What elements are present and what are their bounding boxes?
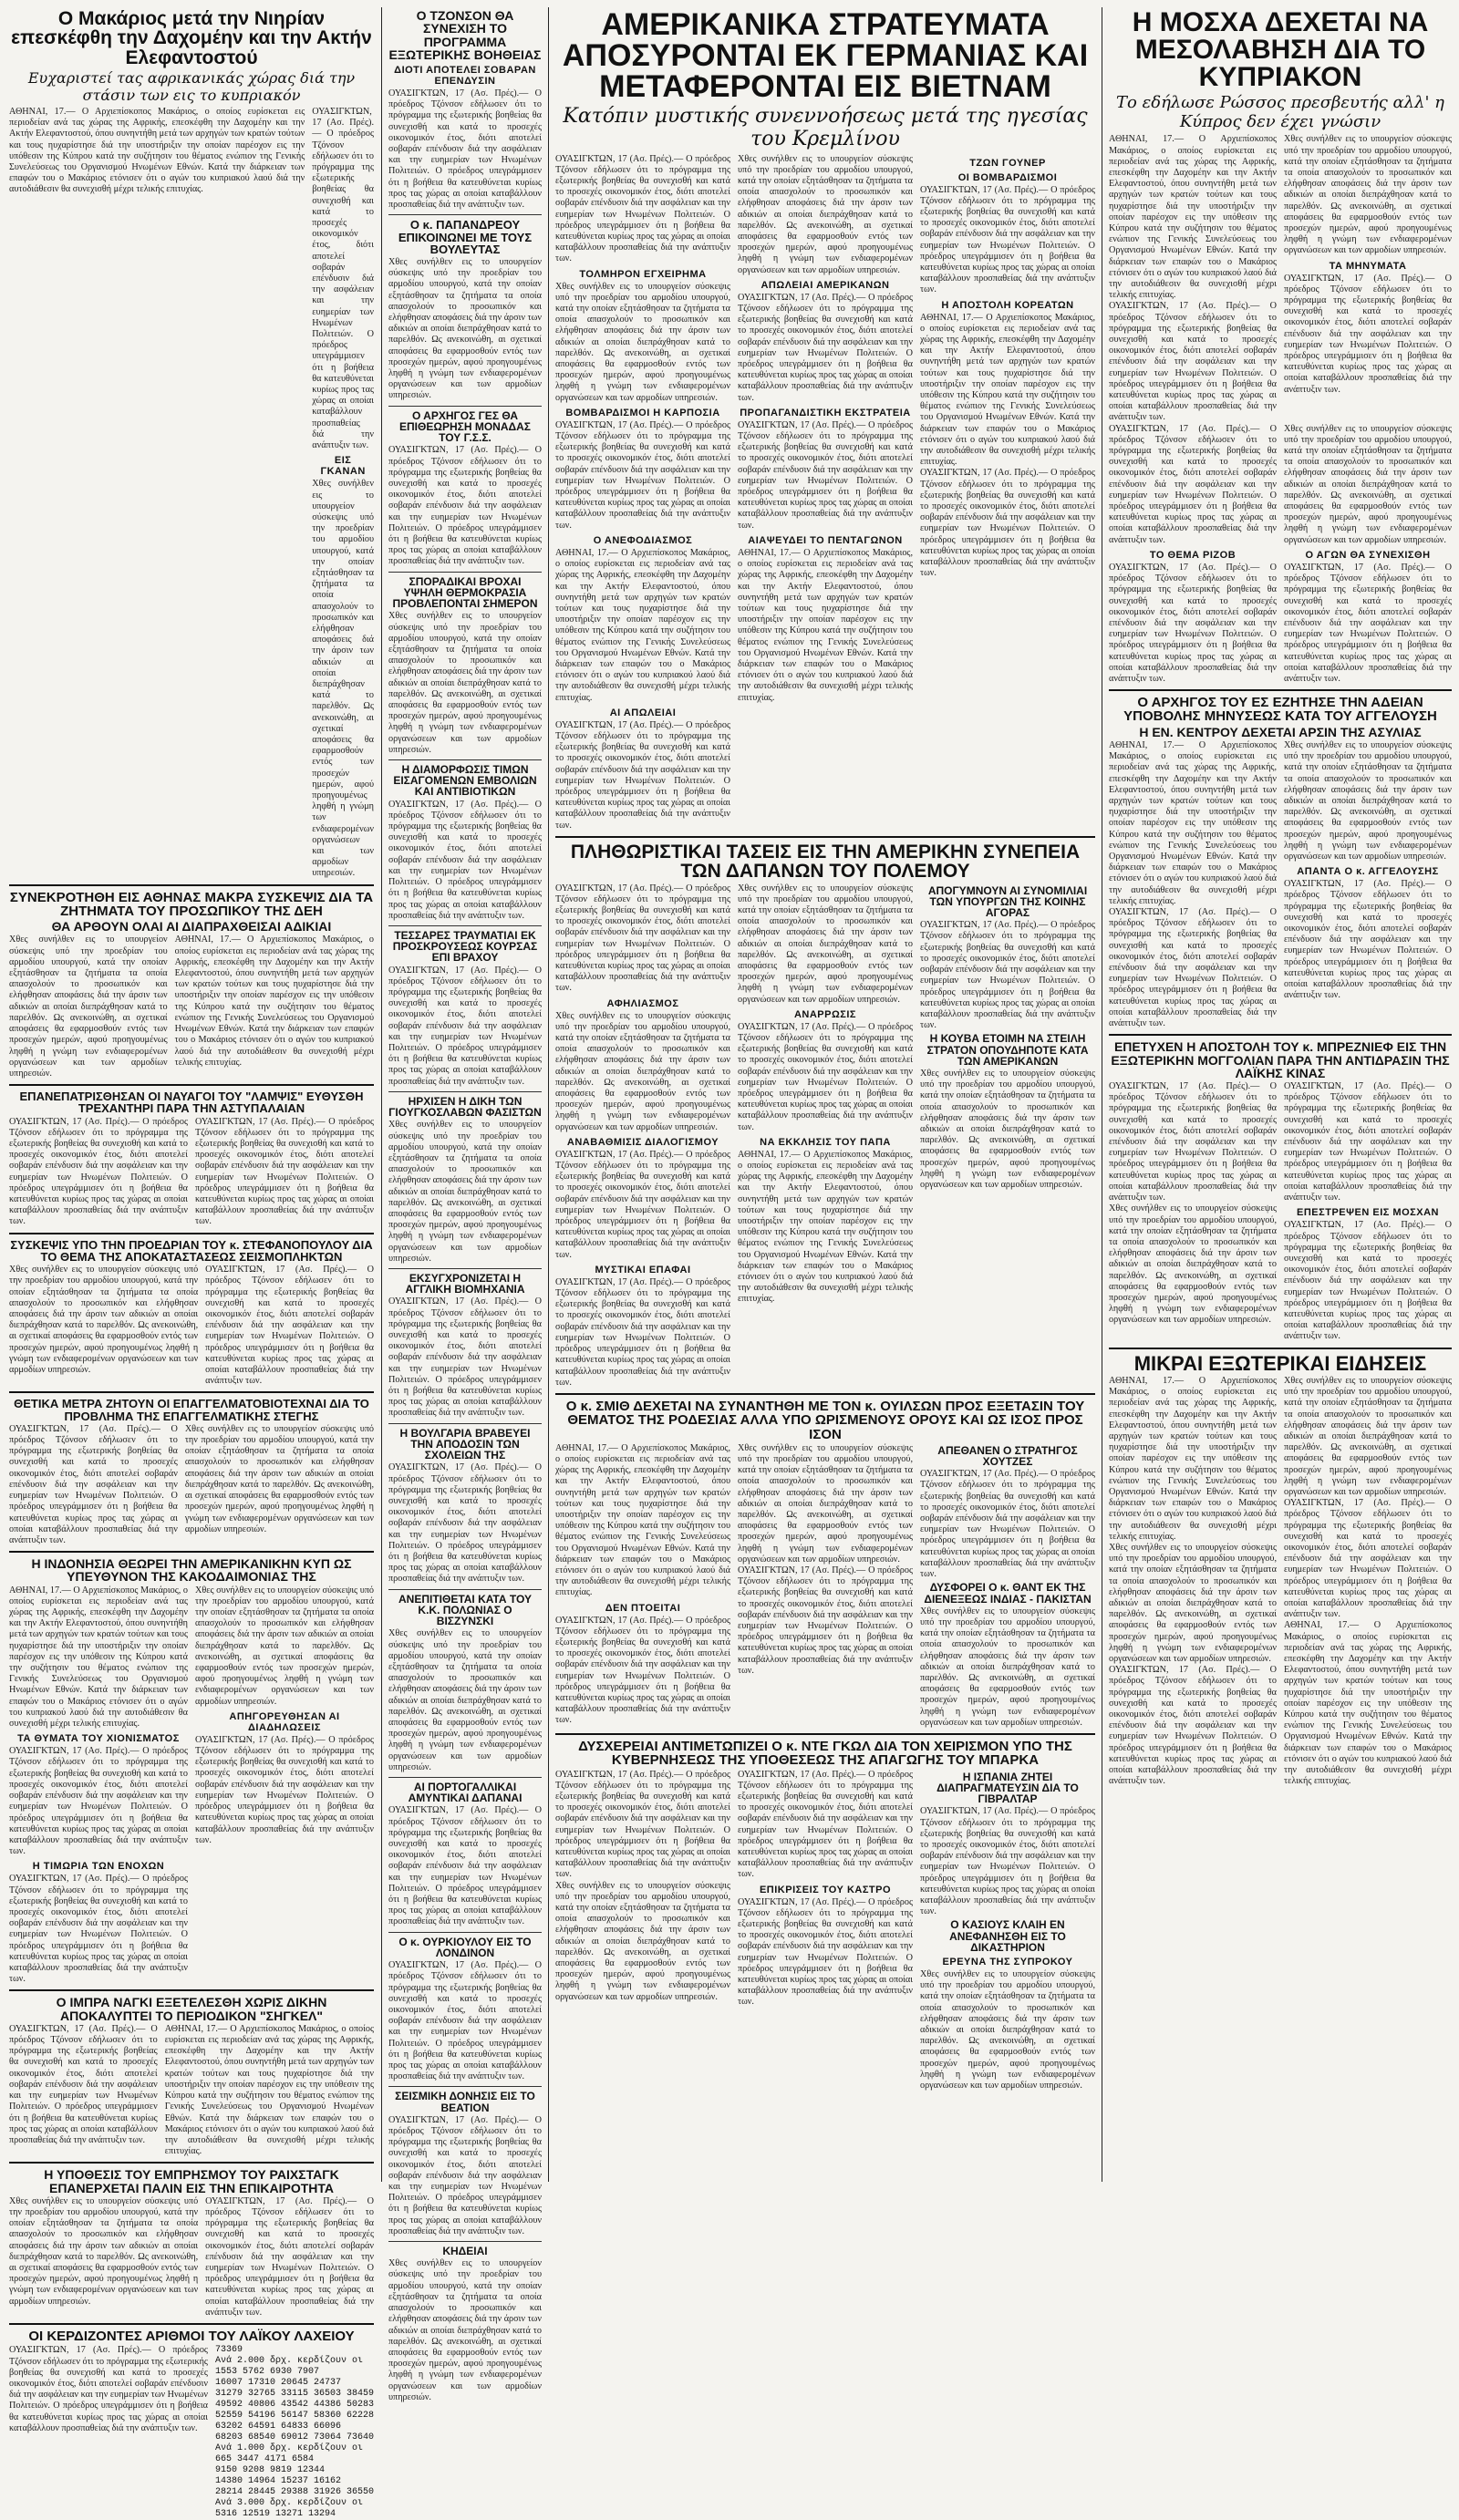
- headline-kourssa: ΤΕΣΣΑΡΕΣ ΤΡΑΥΜΑΤΙΑΙ ΕΚ ΠΡΟΣΚΡΟΥΣΕΩΣ ΚΟΥΡΣΑΣ ΕΠΙ ΒΡΑΧΟΥ: [392, 928, 538, 965]
- subheadline-asylia: Η ΕΝ. ΚΕΝΤΡΟΥ ΔΕΧΕΤΑΙ ΑΡΣΙΝ ΤΗΣ ΑΣΥΛΙΑΣ: [1139, 724, 1422, 739]
- headline-makarios: Ο Μακάριος μετά την Νιηρίαν επεσκέφθη την Δαχομέην και την Ακτήν Ελεφαντοστού: [11, 8, 372, 68]
- lottery-line: 49592 40806 43542 44386 50283: [214, 2400, 374, 2411]
- lottery-line: 5316 12519 13271 13294: [214, 2509, 336, 2520]
- headline-brezhnev: ΕΠΕΤΥΧΕΝ Η ΑΠΟΣΤΟΛΗ ΤΟΥ κ. ΜΠΡΕΖΝΙΕΦ ΕΙΣ ΤΗΝ ΕΞΩΤΕΡΙΚΗΝ ΜΟΓΓΟΛΙΑΝ ΠΑΡΑ ΤΗΝ ΑΝΤΙΔΡΑΣΙΝ ΤΗΣ ΛΑΪΚΗΣ ΚΙΝΑΣ: [1111, 1039, 1450, 1080]
- headline-wyszynski: ΑΝΕΠΙΤΙΘΕΤΑΙ ΚΑΤΑ ΤΟΥ Κ.Κ. ΠΟΛΩΝΙΑΣ Ο ΒΙΣΖΥΝΣΚΙ: [398, 1592, 532, 1628]
- column-4: Η ΜΟΣΧΑ ΔΕΧΕΤΑΙ ΝΑ ΜΕΣΟΛΑΒΗΣΗ ΔΙΑ ΤΟ ΚΥΠΡΙΑΚΟΝ Το εδήλωσε Ρώσσος πρεσβευτής αλλ' η Κύπρος δεν έχει γνώσιν ΑΘΗΝΑΙ, 17.— Ο Αρχιεπίσκοπος Μακάριος, ο οποίος ευρίσκεται εις περιοδείαν ανά τας χώρας της Αφρικής, επεσκέφθη την Δαχομέην και την Ακτήν Ελεφαντοστού, όπου συνηντήθη μετά των αρχηγών των κρατών τούτων και τους ηυχαρίστησε διά την υποστήριξιν την οποίαν παρέσχον εις την υπόθεσιν της Κύπρου κατά την συζήτησιν του θέματος ενώπιον της Γενικής Συνελεύσεως του Οργανισμού Ηνωμένων Εθνών. Κατά την διάρκειαν των επαφών του ο Μακάριος ετόνισεν ότι ο αγών του κυπριακού λαού διά την αυτοδιάθεσιν θα συνεχισθή μέχρι τελικής επιτυχίας. ΟΥΑΣΙΓΚΤΩΝ, 17 (Ασ. Πρές).— Ο πρόεδρος Τζόνσον εδήλωσεν ότι το πρόγραμμα της εξωτερικής βοηθείας θα συνεχισθή και κατά το προσεχές οικονομικόν έτος, διότι αποτελεί σοβαράν επένδυσιν διά την ασφάλειαν και την ευημερίαν των Ηνωμένων Πολιτειών. Ο πρόεδρος υπεγράμμισεν ότι η βοήθεια θα κατευθύνεται κυρίως προς τας χώρας αι οποίαι καταβάλλουν προσπαθείας διά την ανάπτυξιν των. Χθες συνήλθεν εις το υπουργείον σύσκεψις υπό την προεδρίαν του αρμοδίου υπουργού, κατά την οποίαν εξητάσθησαν τα ζητήματα τα οποία απασχολούν το προσωπικόν και ελήφθησαν αποφάσεις διά την άρσιν των αδικιών αι οποίαι διεπράχθησαν κατά το παρελθόν. Ως ανεκοινώθη, αι σχετικαί αποφάσεις θα εφαρμοσθούν εντός των προσεχών ημερών, αφού προηγουμένως ληφθή η γνώμη των ενδιαφερομένων οργανώσεων και των αρμοδίων υπηρεσιών. ΤΑ ΜΗΝΥΜΑΤΑ ΟΥΑΣΙΓΚΤΩΝ, 17 (Ασ. Πρές).— Ο πρόεδρος Τζόνσον εδήλωσεν ότι το πρόγραμμα της εξωτερικής βοηθείας θα συνεχισθή και κατά το προσεχές οικονομικόν έτος, διότι αποτελεί σοβαράν επένδυσιν διά την ασφάλειαν και την ευημερίαν των Ηνωμένων Πολιτειών. Ο πρόεδρος υπεγράμμισεν ότι η βοήθεια θα κατευθύνεται κυρίως προς τας χώρας αι οποίαι καταβάλλουν προσπαθείας διά την ανάπτυξιν των. ΟΥΑΣΙΓΚΤΩΝ, 17 (Ασ. Πρές).— Ο πρόεδρος Τζόνσον εδήλωσεν ότι το πρόγραμμα της εξωτερικής βοηθείας θα συνεχισθή και κατά το προσεχές οικονομικόν έτος, διότι αποτελεί σοβαράν επένδυσιν διά την ασφάλειαν και την ευημερίαν των Ηνωμένων Πολιτειών. Ο πρόεδρος υπεγράμμισεν ότι η βοήθεια θα κατευθύνεται κυρίως προς τας χώρας αι οποίαι καταβάλλουν προσπαθείας διά την ανάπτυξιν των. ΤΟ ΘΕΜΑ ΡΙΖΟΒ ΟΥΑΣΙΓΚΤΩΝ, 17 (Ασ. Πρές).— Ο πρόεδρος Τζόνσον εδήλωσεν ότι το πρόγραμμα της εξωτερικής βοηθείας θα συνεχισθή και κατά το προσεχές οικονομικόν έτος, διότι αποτελεί σοβαράν επένδυσιν διά την ασφάλειαν και την ευημερίαν των Ηνωμένων Πολιτειών. Ο πρόεδρος υπεγράμμισεν ότι η βοήθεια θα κατευθύνεται κυρίως προς τας χώρας αι οποίαι καταβάλλουν προσπαθείας διά την ανάπτυξιν των. Χθες συνήλθεν εις το υπουργείον σύσκεψις υπό την προεδρίαν του αρμοδίου υπουργού, κατά την οποίαν εξητάσθησαν τα ζητήματα τα οποία απασχολούν το προσωπικόν και ελήφθησαν αποφάσεις διά την άρσιν των αδικιών αι οποίαι διεπράχθησαν κατά το παρελθόν. Ως ανεκοινώθη, αι σχετικαί αποφάσεις θα εφαρμοσθούν εντός των προσεχών ημερών, αφού προηγουμένως ληφθή η γνώμη των ενδιαφερομένων οργανώσεων και των αρμοδίων υπηρεσιών. Ο ΑΓΩΝ ΘΑ ΣΥΝΕΧΙΣΘΗ ΟΥΑΣΙΓΚΤΩΝ, 17 (Ασ. Πρές).— Ο πρόεδρος Τζόνσον εδήλωσεν ότι το πρόγραμμα της εξωτερικής βοηθείας θα συνεχισθή και κατά το προσεχές οικονομικόν έτος, διότι αποτελεί σοβαράν επένδυσιν διά την ασφάλειαν και την ευημερίαν των Ηνωμένων Πολιτειών. Ο πρόεδρος υπεγράμμισεν ότι η βοήθεια θα κατευθύνεται κυρίως προς τας χώρας αι οποίαι καταβάλλουν προσπαθείας διά την ανάπτυξιν των. Ο ΑΡΧΗΓΟΣ ΤΟΥ ΕΣ ΕΖΗΤΗΣΕ ΤΗΝ ΑΔΕΙΑΝ ΥΠΟΒΟΛΗΣ ΜΗΝΥΣΕΩΣ ΚΑΤΑ ΤΟΥ ΑΓΓΕΛΟΥΣΗ Η ΕΝ. ΚΕΝΤΡΟΥ ΔΕΧΕΤΑΙ ΑΡΣΙΝ ΤΗΣ ΑΣΥΛΙΑΣ ΑΘΗΝΑΙ, 17.— Ο Αρχιεπίσκοπος Μακάριος, ο οποίος ευρίσκεται εις περιοδείαν ανά τας χώρας της Αφρικής, επεσκέφθη την Δαχομέην και την Ακτήν Ελεφαντοστού, όπου συνηντήθη μετά των αρχηγών των κρατών τούτων και τους ηυχαρίστησε διά την υποστήριξιν την οποίαν παρέσχον εις την υπόθεσιν της Κύπρου κατά την συζήτησιν του θέματος ενώπιον της Γενικής Συνελεύσεως του Οργανισμού Ηνωμένων Εθνών. Κατά την διάρκειαν των επαφών του ο Μακάριος ετόνισεν ότι ο αγών του κυπριακού λαού διά την αυτοδιάθεσιν θα συνεχισθή μέχρι τελικής επιτυχίας. ΟΥΑΣΙΓΚΤΩΝ, 17 (Ασ. Πρές).— Ο πρόεδρος Τζόνσον εδήλωσεν ότι το πρόγραμμα της εξωτερικής βοηθείας θα συνεχισθή και κατά το προσεχές οικονομικόν έτος, διότι αποτελεί σοβαράν επένδυσιν διά την ασφάλειαν και την ευημερίαν των Ηνωμένων Πολιτειών. Ο πρόεδρος υπεγράμμισεν ότι η βοήθεια θα κατευθύνεται κυρίως προς τας χώρας αι οποίαι καταβάλλουν προσπαθείας διά την ανάπτυξιν των. Χθες συνήλθεν εις το υπουργείον σύσκεψις υπό την προεδρίαν του αρμοδίου υπουργού, κατά την οποίαν εξητάσθησαν τα ζητήματα τα οποία απασχολούν το προσωπικόν και ελήφθησαν αποφάσεις διά την άρσιν των αδικιών αι οποίαι διεπράχθησαν κατά το παρελθόν. Ως ανεκοινώθη, αι σχετικαί αποφάσεις θα εφαρμοσθούν εντός των προσεχών ημερών, αφού προηγουμένως ληφθή η γνώμη των ενδιαφερομένων οργανώσεων και των αρμοδίων υπηρεσιών. ΑΠΑΝΤΑ Ο κ. ΑΓΓΕΛΟΥΣΗΣ ΟΥΑΣΙΓΚΤΩΝ, 17 (Ασ. Πρές).— Ο πρόεδρος Τζόνσον εδήλωσεν ότι το πρόγραμμα της εξωτερικής βοηθείας θα συνεχισθή και κατά το προσεχές οικονομικόν έτος, διότι αποτελεί σοβαράν επένδυσιν διά την ασφάλειαν και την ευημερίαν των Ηνωμένων Πολιτειών. Ο πρόεδρος υπεγράμμισεν ότι η βοήθεια θα κατευθύνεται κυρίως προς τας χώρας αι οποίαι καταβάλλουν προσπαθείας διά την ανάπτυξιν των. ΕΠΕΤΥΧΕΝ Η ΑΠΟΣΤΟΛΗ ΤΟΥ κ. ΜΠΡΕΖΝΙΕΦ ΕΙΣ ΤΗΝ ΕΞΩΤΕΡΙΚΗΝ ΜΟΓΓΟΛΙΑΝ ΠΑΡΑ ΤΗΝ ΑΝΤΙΔΡΑΣΙΝ ΤΗΣ ΛΑΪΚΗΣ ΚΙΝΑΣ ΟΥΑΣΙΓΚΤΩΝ, 17 (Ασ. Πρές).— Ο πρόεδρος Τζόνσον εδήλωσεν ότι το πρόγραμμα της εξωτερικής βοηθείας θα συνεχισθή και κατά το προσεχές οικονομικόν έτος, διότι αποτελεί σοβαράν επένδυσιν διά την ασφάλειαν και την ευημερίαν των Ηνωμένων Πολιτειών. Ο πρόεδρος υπεγράμμισεν ότι η βοήθεια θα κατευθύνεται κυρίως προς τας χώρας αι οποίαι καταβάλλουν προσπαθείας διά την ανάπτυξιν των. Χθες συνήλθεν εις το υπουργείον σύσκεψις υπό την προεδρίαν του αρμοδίου υπουργού, κατά την οποίαν εξητάσθησαν τα ζητήματα τα οποία απασχολούν το προσωπικόν και ελήφθησαν αποφάσεις διά την άρσιν των αδικιών αι οποίαι διεπράχθησαν κατά το παρελθόν. Ως ανεκοινώθη, αι σχετικαί αποφάσεις θα εφαρμοσθούν εντός των προσεχών ημερών, αφού προηγουμένως ληφθή η γνώμη των ενδιαφερομένων οργανώσεων και των αρμοδίων υπηρεσιών. ΟΥΑΣΙΓΚΤΩΝ, 17 (Ασ. Πρές).— Ο πρόεδρος Τζόνσον εδήλωσεν ότι το πρόγραμμα της εξωτερικής βοηθείας θα συνεχισθή και κατά το προσεχές οικονομικόν έτος, διότι αποτελεί σοβαράν επένδυσιν διά την ασφάλειαν και την ευημερίαν των Ηνωμένων Πολιτειών. Ο πρόεδρος υπεγράμμισεν ότι η βοήθεια θα κατευθύνεται κυρίως προς τας χώρας αι οποίαι καταβάλλουν προσπαθείας διά την ανάπτυξιν των. ΕΠΕΣΤΡΕΨΕΝ ΕΙΣ ΜΟΣΧΑΝ ΟΥΑΣΙΓΚΤΩΝ, 17 (Ασ. Πρές).— Ο πρόεδρος Τζόνσον εδήλωσεν ότι το πρόγραμμα της εξωτερικής βοηθείας θα συνεχισθή και κατά το προσεχές οικονομικόν έτος, διότι αποτελεί σοβαράν επένδυσιν διά την ασφάλειαν και την ευημερίαν των Ηνωμένων Πολιτειών. Ο πρόεδρος υπεγράμμισεν ότι η βοήθεια θα κατευθύνεται κυρίως προς τας χώρας αι οποίαι καταβάλλουν προσπαθείας διά την ανάπτυξιν των. ΜΙΚΡΑΙ ΕΞΩΤΕΡΙΚΑΙ ΕΙΔΗΣΕΙΣ ΑΘΗΝΑΙ, 17.— Ο Αρχιεπίσκοπος Μακάριος, ο οποίος ευρίσκεται εις περιοδείαν ανά τας χώρας της Αφρικής, επεσκέφθη την Δαχομέην και την Ακτήν Ελεφαντοστού, όπου συνηντήθη μετά των αρχηγών των κρατών τούτων και τους ηυχαρίστησε διά την υποστήριξιν την οποίαν παρέσχον εις την υπόθεσιν της Κύπρου κατά την συζήτησιν του θέματος ενώπιον της Γενικής Συνελεύσεως του Οργανισμού Ηνωμένων Εθνών. Κατά την διάρκειαν των επαφών του ο Μακάριος ετόνισεν ότι ο αγών του κυπριακού λαού διά την αυτοδιάθεσιν θα συνεχισθή μέχρι τελικής επιτυχίας. Χθες συνήλθεν εις το υπουργείον σύσκεψις υπό την προεδρίαν του αρμοδίου υπουργού, κατά την οποίαν εξητάσθησαν τα ζητήματα τα οποία απασχολούν το προσωπικόν και ελήφθησαν αποφάσεις διά την άρσιν των αδικιών αι οποίαι διεπράχθησαν κατά το παρελθόν. Ως ανεκοινώθη, αι σχετικαί αποφάσεις θα εφαρμοσθούν εντός των προσεχών ημερών, αφού προηγουμένως ληφθή η γνώμη των ενδιαφερομένων οργανώσεων και των αρμοδίων υπηρεσιών. ΟΥΑΣΙΓΚΤΩΝ, 17 (Ασ. Πρές).— Ο πρόεδρος Τζόνσον εδήλωσεν ότι το πρόγραμμα της εξωτερικής βοηθείας θα συνεχισθή και κατά το προσεχές οικονομικόν έτος, διότι αποτελεί σοβαράν επένδυσιν διά την ασφάλειαν και την ευημερίαν των Ηνωμένων Πολιτειών. Ο πρόεδρος υπεγράμμισεν ότι η βοήθεια θα κατευθύνεται κυρίως προς τας χώρας αι οποίαι καταβάλλουν προσπαθείας διά την ανάπτυξιν των. Χθες συνήλθεν εις το υπουργείον σύσκεψις υπό την προεδρίαν του αρμοδίου υπουργού, κατά την οποίαν εξητάσθησαν τα ζητήματα τα οποία απασχολούν το προσωπικόν και ελήφθησαν αποφάσεις διά την άρσιν των αδικιών αι οποίαι διεπράχθησαν κατά το παρελθόν. Ως ανεκοινώθη, αι σχετικαί αποφάσεις θα εφαρμοσθούν εντός των προσεχών ημερών, αφού προηγουμένως ληφθή η γνώμη των ενδιαφερομένων οργανώσεων και των αρμοδίων υπηρεσιών. ΟΥΑΣΙΓΚΤΩΝ, 17 (Ασ. Πρές).— Ο πρόεδρος Τζόνσον εδήλωσεν ότι το πρόγραμμα της εξωτερικής βοηθείας θα συνεχισθή και κατά το προσεχές οικονομικόν έτος, διότι αποτελεί σοβαράν επένδυσιν διά την ασφάλειαν και την ευημερίαν των Ηνωμένων Πολιτειών. Ο πρόεδρος υπεγράμμισεν ότι η βοήθεια θα κατευθύνεται κυρίως προς τας χώρας αι οποίαι καταβάλλουν προσπαθείας διά την ανάπτυξιν των. ΑΘΗΝΑΙ, 17.— Ο Αρχιεπίσκοπος Μακάριος, ο οποίος ευρίσκεται εις περιοδείαν ανά τας χώρας της Αφρικής, επεσκέφθη την Δαχομέην και την Ακτήν Ελεφαντοστού, όπου συνηντήθη μετά των αρχηγών των κρατών τούτων και τους ηυχαρίστησε διά την υποστήριξιν την οποίαν παρέσχον εις την υπόθεσιν της Κύπρου κατά την συζήτησιν του θέματος ενώπιον της Γενικής Συνελεύσεως του Οργανισμού Ηνωμένων Εθνών. Κατά την διάρκειαν των επαφών του ο Μακάριος ετόνισεν ότι ο αγών του κυπριακού λαού διά την αυτοδιάθεσιν θα συνεχισθή μέχρι τελικής επιτυχίας.: [1109, 7, 1452, 1787]
- headline-papandreou: Ο κ. ΠΑΠΑΝΔΡΕΟΥ ΕΠΙΚΟΙΝΩΝΕΙ ΜΕ ΤΟΥΣ ΒΟΥΛΕΥΤΑΣ: [398, 218, 533, 256]
- headline-industry: ΕΚΣΥΓΧΡΟΝΙΖΕΤΑΙ Η ΑΓΓΛΙΚΗ ΒΙΟΜΗΧΑΝΙΑ: [405, 1271, 525, 1296]
- subheadline-dei: ΘΑ ΑΡΘΟΥΝ ΟΛΑΙ ΑΙ ΔΙΑΠΡΑΧΘΕΙΣΑΙ ΑΔΙΚΙΑΙ: [51, 919, 332, 935]
- headline-lottery: ΟΙ ΚΕΡΔΙΖΟΝΤΕΣ ΑΡΙΘΜΟΙ ΤΟΥ ΛΑΪΚΟΥ ΛΑΧΕΙΟΥ: [28, 2329, 355, 2345]
- column-3: ΑΜΕΡΙΚΑΝΙΚΑ ΣΤΡΑΤΕΥΜΑΤΑ ΑΠΟΣΥΡΟΝΤΑΙ ΕΚ ΓΕΡΜΑΝΙΑΣ ΚΑΙ ΜΕΤΑΦΕΡΟΝΤΑΙ ΕΙΣ ΒΙΕΤΝΑΜ Κατόπιν μυστικής συνεννοήσεως μετά της ηγεσίας του Κρεμλίνου ΟΥΑΣΙΓΚΤΩΝ, 17 (Ασ. Πρές).— Ο πρόεδρος Τζόνσον εδήλωσεν ότι το πρόγραμμα της εξωτερικής βοηθείας θα συνεχισθή και κατά το προσεχές οικονομικόν έτος, διότι αποτελεί σοβαράν επένδυσιν διά την ασφάλειαν και την ευημερίαν των Ηνωμένων Πολιτειών. Ο πρόεδρος υπεγράμμισεν ότι η βοήθεια θα κατευθύνεται κυρίως προς τας χώρας αι οποίαι καταβάλλουν προσπαθείας διά την ανάπτυξιν των. ΤΟΛΜΗΡΟΝ ΕΓΧΕΙΡΗΜΑ Χθες συνήλθεν εις το υπουργείον σύσκεψις υπό την προεδρίαν του αρμοδίου υπουργού, κατά την οποίαν εξητάσθησαν τα ζητήματα τα οποία απασχολούν το προσωπικόν και ελήφθησαν αποφάσεις διά την άρσιν των αδικιών αι οποίαι διεπράχθησαν κατά το παρελθόν. Ως ανεκοινώθη, αι σχετικαί αποφάσεις θα εφαρμοσθούν εντός των προσεχών ημερών, αφού προηγουμένως ληφθή η γνώμη των ενδιαφερομένων οργανώσεων και των αρμοδίων υπηρεσιών. ΒΟΜΒΑΡΔΙΣΜΟΙ Η ΚΑΡΠΟΣΙΑ ΟΥΑΣΙΓΚΤΩΝ, 17 (Ασ. Πρές).— Ο πρόεδρος Τζόνσον εδήλωσεν ότι το πρόγραμμα της εξωτερικής βοηθείας θα συνεχισθή και κατά το προσεχές οικονομικόν έτος, διότι αποτελεί σοβαράν επένδυσιν διά την ασφάλειαν και την ευημερίαν των Ηνωμένων Πολιτειών. Ο πρόεδρος υπεγράμμισεν ότι η βοήθεια θα κατευθύνεται κυρίως προς τας χώρας αι οποίαι καταβάλλουν προσπαθείας διά την ανάπτυξιν των. Ο ΑΝΕΦΟΔΙΑΣΜΟΣ ΑΘΗΝΑΙ, 17.— Ο Αρχιεπίσκοπος Μακάριος, ο οποίος ευρίσκεται εις περιοδείαν ανά τας χώρας της Αφρικής, επεσκέφθη την Δαχομέην και την Ακτήν Ελεφαντοστού, όπου συνηντήθη μετά των αρχηγών των κρατών τούτων και τους ηυχαρίστησε διά την υποστήριξιν την οποίαν παρέσχον εις την υπόθεσιν της Κύπρου κατά την συζήτησιν του θέματος ενώπιον της Γενικής Συνελεύσεως του Οργανισμού Ηνωμένων Εθνών. Κατά την διάρκειαν των επαφών του ο Μακάριος ετόνισεν ότι ο αγών του κυπριακού λαού διά την αυτοδιάθεσιν θα συνεχισθή μέχρι τελικής επιτυχίας. ΑΙ ΑΠΩΛΕΙΑΙ ΟΥΑΣΙΓΚΤΩΝ, 17 (Ασ. Πρές).— Ο πρόεδρος Τζόνσον εδήλωσεν ότι το πρόγραμμα της εξωτερικής βοηθείας θα συνεχισθή και κατά το προσεχές οικονομικόν έτος, διότι αποτελεί σοβαράν επένδυσιν διά την ασφάλειαν και την ευημερίαν των Ηνωμένων Πολιτειών. Ο πρόεδρος υπεγράμμισεν ότι η βοήθεια θα κατευθύνεται κυρίως προς τας χώρας αι οποίαι καταβάλλουν προσπαθείας διά την ανάπτυξιν των. Χθες συνήλθεν εις το υπουργείον σύσκεψις υπό την προεδρίαν του αρμοδίου υπουργού, κατά την οποίαν εξητάσθησαν τα ζητήματα τα οποία απασχολούν το προσωπικόν και ελήφθησαν αποφάσεις διά την άρσιν των αδικιών αι οποίαι διεπράχθησαν κατά το παρελθόν. Ως ανεκοινώθη, αι σχετικαί αποφάσεις θα εφαρμοσθούν εντός των προσεχών ημερών, αφού προηγουμένως ληφθή η γνώμη των ενδιαφερομένων οργανώσεων και των αρμοδίων υπηρεσιών. ΑΠΩΛΕΙΑΙ ΑΜΕΡΙΚΑΝΩΝ ΟΥΑΣΙΓΚΤΩΝ, 17 (Ασ. Πρές).— Ο πρόεδρος Τζόνσον εδήλωσεν ότι το πρόγραμμα της εξωτερικής βοηθείας θα συνεχισθή και κατά το προσεχές οικονομικόν έτος, διότι αποτελεί σοβαράν επένδυσιν διά την ασφάλειαν και την ευημερίαν των Ηνωμένων Πολιτειών. Ο πρόεδρος υπεγράμμισεν ότι η βοήθεια θα κατευθύνεται κυρίως προς τας χώρας αι οποίαι καταβάλλουν προσπαθείας διά την ανάπτυξιν των. ΠΡΟΠΑΓΑΝΔΙΣΤΙΚΗ ΕΚΣΤΡΑΤΕΙΑ ΟΥΑΣΙΓΚΤΩΝ, 17 (Ασ. Πρές).— Ο πρόεδρος Τζόνσον εδήλωσεν ότι το πρόγραμμα της εξωτερικής βοηθείας θα συνεχισθή και κατά το προσεχές οικονομικόν έτος, διότι αποτελεί σοβαράν επένδυσιν διά την ασφάλειαν και την ευημερίαν των Ηνωμένων Πολιτειών. Ο πρόεδρος υπεγράμμισεν ότι η βοήθεια θα κατευθύνεται κυρίως προς τας χώρας αι οποίαι καταβάλλουν προσπαθείας διά την ανάπτυξιν των. ΑΙΑΨΕΥΔΕΙ ΤΟ ΠΕΝΤΑΓΩΝΟΝ ΑΘΗΝΑΙ, 17.— Ο Αρχιεπίσκοπος Μακάριος, ο οποίος ευρίσκεται εις περιοδείαν ανά τας χώρας της Αφρικής, επεσκέφθη την Δαχομέην και την Ακτήν Ελεφαντοστού, όπου συνηντήθη μετά των αρχηγών των κρατών τούτων και τους ηυχαρίστησε διά την υποστήριξιν την οποίαν παρέσχον εις την υπόθεσιν της Κύπρου κατά την συζήτησιν του θέματος ενώπιον της Γενικής Συνελεύσεως του Οργανισμού Ηνωμένων Εθνών. Κατά την διάρκειαν των επαφών του ο Μακάριος ετόνισεν ότι ο αγών του κυπριακού λαού διά την αυτοδιάθεσιν θα συνεχισθή μέχρι τελικής επιτυχίας. ΤΖΩΝ ΓΟΥΝΕΡ ΟΙ ΒΟΜΒΑΡΔΙΣΜΟΙ ΟΥΑΣΙΓΚΤΩΝ, 17 (Ασ. Πρές).— Ο πρόεδρος Τζόνσον εδήλωσεν ότι το πρόγραμμα της εξωτερικής βοηθείας θα συνεχισθή και κατά το προσεχές οικονομικόν έτος, διότι αποτελεί σοβαράν επένδυσιν διά την ασφάλειαν και την ευημερίαν των Ηνωμένων Πολιτειών. Ο πρόεδρος υπεγράμμισεν ότι η βοήθεια θα κατευθύνεται κυρίως προς τας χώρας αι οποίαι καταβάλλουν προσπαθείας διά την ανάπτυξιν των. Η ΑΠΟΣΤΟΛΗ ΚΟΡΕΑΤΩΝ ΑΘΗΝΑΙ, 17.— Ο Αρχιεπίσκοπος Μακάριος, ο οποίος ευρίσκεται εις περιοδείαν ανά τας χώρας της Αφρικής, επεσκέφθη την Δαχομέην και την Ακτήν Ελεφαντοστού, όπου συνηντήθη μετά των αρχηγών των κρατών τούτων και τους ηυχαρίστησε διά την υποστήριξιν την οποίαν παρέσχον εις την υπόθεσιν της Κύπρου κατά την συζήτησιν του θέματος ενώπιον της Γενικής Συνελεύσεως του Οργανισμού Ηνωμένων Εθνών. Κατά την διάρκειαν των επαφών του ο Μακάριος ετόνισεν ότι ο αγών του κυπριακού λαού διά την αυτοδιάθεσιν θα συνεχισθή μέχρι τελικής επιτυχίας. ΟΥΑΣΙΓΚΤΩΝ, 17 (Ασ. Πρές).— Ο πρόεδρος Τζόνσον εδήλωσεν ότι το πρόγραμμα της εξωτερικής βοηθείας θα συνεχισθή και κατά το προσεχές οικονομικόν έτος, διότι αποτελεί σοβαράν επένδυσιν διά την ασφάλειαν και την ευημερίαν των Ηνωμένων Πολιτειών. Ο πρόεδρος υπεγράμμισεν ότι η βοήθεια θα κατευθύνεται κυρίως προς τας χώρας αι οποίαι καταβάλλουν προσπαθείας διά την ανάπτυξιν των. ΠΛΗΘΩΡΙΣΤΙΚΑΙ ΤΑΣΕΙΣ ΕΙΣ ΤΗΝ ΑΜΕΡΙΚΗΝ ΣΥΝΕΠΕΙΑ ΤΩΝ ΔΑΠΑΝΩΝ ΤΟΥ ΠΟΛΕΜΟΥ ΟΥΑΣΙΓΚΤΩΝ, 17 (Ασ. Πρές).— Ο πρόεδρος Τζόνσον εδήλωσεν ότι το πρόγραμμα της εξωτερικής βοηθείας θα συνεχισθή και κατά το προσεχές οικονομικόν έτος, διότι αποτελεί σοβαράν επένδυσιν διά την ασφάλειαν και την ευημερίαν των Ηνωμένων Πολιτειών. Ο πρόεδρος υπεγράμμισεν ότι η βοήθεια θα κατευθύνεται κυρίως προς τας χώρας αι οποίαι καταβάλλουν προσπαθείας διά την ανάπτυξιν των. ΑΦΗΛΙΑΣΜΟΣ Χθες συνήλθεν εις το υπουργείον σύσκεψις υπό την προεδρίαν του αρμοδίου υπουργού, κατά την οποίαν εξητάσθησαν τα ζητήματα τα οποία απασχολούν το προσωπικόν και ελήφθησαν αποφάσεις διά την άρσιν των αδικιών αι οποίαι διεπράχθησαν κατά το παρελθόν. Ως ανεκοινώθη, αι σχετικαί αποφάσεις θα εφαρμοσθούν εντός των προσεχών ημερών, αφού προηγουμένως ληφθή η γνώμη των ενδιαφερομένων οργανώσεων και των αρμοδίων υπηρεσιών. ΑΝΑΒΑΘΜΙΣΙΣ ΔΙΑΛΟΓΙΣΜΟΥ ΟΥΑΣΙΓΚΤΩΝ, 17 (Ασ. Πρές).— Ο πρόεδρος Τζόνσον εδήλωσεν ότι το πρόγραμμα της εξωτερικής βοηθείας θα συνεχισθή και κατά το προσεχές οικονομικόν έτος, διότι αποτελεί σοβαράν επένδυσιν διά την ασφάλειαν και την ευημερίαν των Ηνωμένων Πολιτειών. Ο πρόεδρος υπεγράμμισεν ότι η βοήθεια θα κατευθύνεται κυρίως προς τας χώρας αι οποίαι καταβάλλουν προσπαθείας διά την ανάπτυξιν των. ΜΥΣΤΙΚΑΙ ΕΠΑΦΑΙ ΟΥΑΣΙΓΚΤΩΝ, 17 (Ασ. Πρές).— Ο πρόεδρος Τζόνσον εδήλωσεν ότι το πρόγραμμα της εξωτερικής βοηθείας θα συνεχισθή και κατά το προσεχές οικονομικόν έτος, διότι αποτελεί σοβαράν επένδυσιν διά την ασφάλειαν και την ευημερίαν των Ηνωμένων Πολιτειών. Ο πρόεδρος υπεγράμμισεν ότι η βοήθεια θα κατευθύνεται κυρίως προς τας χώρας αι οποίαι καταβάλλουν προσπαθείας διά την ανάπτυξιν των. Χθες συνήλθεν εις το υπουργείον σύσκεψις υπό την προεδρίαν του αρμοδίου υπουργού, κατά την οποίαν εξητάσθησαν τα ζητήματα τα οποία απασχολούν το προσωπικόν και ελήφθησαν αποφάσεις διά την άρσιν των αδικιών αι οποίαι διεπράχθησαν κατά το παρελθόν. Ως ανεκοινώθη, αι σχετικαί αποφάσεις θα εφαρμοσθούν εντός των προσεχών ημερών, αφού προηγουμένως ληφθή η γνώμη των ενδιαφερομένων οργανώσεων και των αρμοδίων υπηρεσιών. ΑΝΑΡΡΩΣΙΣ ΟΥΑΣΙΓΚΤΩΝ, 17 (Ασ. Πρές).— Ο πρόεδρος Τζόνσον εδήλωσεν ότι το πρόγραμμα της εξωτερικής βοηθείας θα συνεχισθή και κατά το προσεχές οικονομικόν έτος, διότι αποτελεί σοβαράν επένδυσιν διά την ασφάλειαν και την ευημερίαν των Ηνωμένων Πολιτειών. Ο πρόεδρος υπεγράμμισεν ότι η βοήθεια θα κατευθύνεται κυρίως προς τας χώρας αι οποίαι καταβάλλουν προσπαθείας διά την ανάπτυξιν των. ΝΑ ΕΚΚΛΗΣΙΣ ΤΟΥ ΠΑΠΑ ΑΘΗΝΑΙ, 17.— Ο Αρχιεπίσκοπος Μακάριος, ο οποίος ευρίσκεται εις περιοδείαν ανά τας χώρας της Αφρικής, επεσκέφθη την Δαχομέην και την Ακτήν Ελεφαντοστού, όπου συνηντήθη μετά των αρχηγών των κρατών τούτων και τους ηυχαρίστησε διά την υποστήριξιν την οποίαν παρέσχον εις την υπόθεσιν της Κύπρου κατά την συζήτησιν του θέματος ενώπιον της Γενικής Συνελεύσεως του Οργανισμού Ηνωμένων Εθνών. Κατά την διάρκειαν των επαφών του ο Μακάριος ετόνισεν ότι ο αγών του κυπριακού λαού διά την αυτοδιάθεσιν θα συνεχισθή μέχρι τελικής επιτυχίας. ΑΠΟΓΥΜΝΟΥΝ ΑΙ ΣΥΝΟΜΙΛΙΑΙ ΤΩΝ ΥΠΟΥΡΓΩΝ ΤΗΣ ΚΟΙΝΗΣ ΑΓΟΡΑΣ ΟΥΑΣΙΓΚΤΩΝ, 17 (Ασ. Πρές).— Ο πρόεδρος Τζόνσον εδήλωσεν ότι το πρόγραμμα της εξωτερικής βοηθείας θα συνεχισθή και κατά το προσεχές οικονομικόν έτος, διότι αποτελεί σοβαράν επένδυσιν διά την ασφάλειαν και την ευημερίαν των Ηνωμένων Πολιτειών. Ο πρόεδρος υπεγράμμισεν ότι η βοήθεια θα κατευθύνεται κυρίως προς τας χώρας αι οποίαι καταβάλλουν προσπαθείας διά την ανάπτυξιν των. Η ΚΟΥΒΑ ΕΤΟΙΜΗ ΝΑ ΣΤΕΙΛΗ ΣΤΡΑΤΟΝ ΟΠΟΥΔΗΠΟΤΕ ΚΑΤΑ ΤΩΝ ΑΜΕΡΙΚΑΝΩΝ Χθες συνήλθεν εις το υπουργείον σύσκεψις υπό την προεδρίαν του αρμοδίου υπουργού, κατά την οποίαν εξητάσθησαν τα ζητήματα τα οποία απασχολούν το προσωπικόν και ελήφθησαν αποφάσεις διά την άρσιν των αδικιών αι οποίαι διεπράχθησαν κατά το παρελθόν. Ως ανεκοινώθη, αι σχετικαί αποφάσεις θα εφαρμοσθούν εντός των προσεχών ημερών, αφού προηγουμένως ληφθή η γνώμη των ενδιαφερομένων οργανώσεων και των αρμοδίων υπηρεσιών. Ο κ. ΣΜΙΘ ΔΕΧΕΤΑΙ ΝΑ ΣΥΝΑΝΤΗΘΗ ΜΕ ΤΟΝ κ. ΟΥΙΛΣΩΝ ΠΡΟΣ ΕΞΕΤΑΣΙΝ ΤΟΥ ΘΕΜΑΤΟΣ ΤΗΣ ΡΟΔΕΣΙΑΣ ΑΛΛΑ ΥΠΟ ΩΡΙΣΜΕΝΟΥΣ ΟΡΟΥΣ ΚΑΙ ΩΣ ΙΣΟΣ ΠΡΟΣ ΙΣΟΝ ΑΘΗΝΑΙ, 17.— Ο Αρχιεπίσκοπος Μακάριος, ο οποίος ευρίσκεται εις περιοδείαν ανά τας χώρας της Αφρικής, επεσκέφθη την Δαχομέην και την Ακτήν Ελεφαντοστού, όπου συνηντήθη μετά των αρχηγών των κρατών τούτων και τους ηυχαρίστησε διά την υποστήριξιν την οποίαν παρέσχον εις την υπόθεσιν της Κύπρου κατά την συζήτησιν του θέματος ενώπιον της Γενικής Συνελεύσεως του Οργανισμού Ηνωμένων Εθνών. Κατά την διάρκειαν των επαφών του ο Μακάριος ετόνισεν ότι ο αγών του κυπριακού λαού διά την αυτοδιάθεσιν θα συνεχισθή μέχρι τελικής επιτυχίας. ΔΕΝ ΠΤΟΕΙΤΑΙ ΟΥΑΣΙΓΚΤΩΝ, 17 (Ασ. Πρές).— Ο πρόεδρος Τζόνσον εδήλωσεν ότι το πρόγραμμα της εξωτερικής βοηθείας θα συνεχισθή και κατά το προσεχές οικονομικόν έτος, διότι αποτελεί σοβαράν επένδυσιν διά την ασφάλειαν και την ευημερίαν των Ηνωμένων Πολιτειών. Ο πρόεδρος υπεγράμμισεν ότι η βοήθεια θα κατευθύνεται κυρίως προς τας χώρας αι οποίαι καταβάλλουν προσπαθείας διά την ανάπτυξιν των. Χθες συνήλθεν εις το υπουργείον σύσκεψις υπό την προεδρίαν του αρμοδίου υπουργού, κατά την οποίαν εξητάσθησαν τα ζητήματα τα οποία απασχολούν το προσωπικόν και ελήφθησαν αποφάσεις διά την άρσιν των αδικιών αι οποίαι διεπράχθησαν κατά το παρελθόν. Ως ανεκοινώθη, αι σχετικαί αποφάσεις θα εφαρμοσθούν εντός των προσεχών ημερών, αφού προηγουμένως ληφθή η γνώμη των ενδιαφερομένων οργανώσεων και των αρμοδίων υπηρεσιών. ΟΥΑΣΙΓΚΤΩΝ, 17 (Ασ. Πρές).— Ο πρόεδρος Τζόνσον εδήλωσεν ότι το πρόγραμμα της εξωτερικής βοηθείας θα συνεχισθή και κατά το προσεχές οικονομικόν έτος, διότι αποτελεί σοβαράν επένδυσιν διά την ασφάλειαν και την ευημερίαν των Ηνωμένων Πολιτειών. Ο πρόεδρος υπεγράμμισεν ότι η βοήθεια θα κατευθύνεται κυρίως προς τας χώρας αι οποίαι καταβάλλουν προσπαθείας διά την ανάπτυξιν των. ΑΠΕΘΑΝΕΝ Ο ΣΤΡΑΤΗΓΟΣ ΧΟΥΤΖΕΣ ΟΥΑΣΙΓΚΤΩΝ, 17 (Ασ. Πρές).— Ο πρόεδρος Τζόνσον εδήλωσεν ότι το πρόγραμμα της εξωτερικής βοηθείας θα συνεχισθή και κατά το προσεχές οικονομικόν έτος, διότι αποτελεί σοβαράν επένδυσιν διά την ασφάλειαν και την ευημερίαν των Ηνωμένων Πολιτειών. Ο πρόεδρος υπεγράμμισεν ότι η βοήθεια θα κατευθύνεται κυρίως προς τας χώρας αι οποίαι καταβάλλουν προσπαθείας διά την ανάπτυξιν των. ΔΥΣΦΟΡΕΙ Ο κ. ΘΑΝΤ ΕΚ ΤΗΣ ΔΙΕΝΕΞΕΩΣ ΙΝΔΙΑΣ - ΠΑΚΙΣΤΑΝ Χθες συνήλθεν εις το υπουργείον σύσκεψις υπό την προεδρίαν του αρμοδίου υπουργού, κατά την οποίαν εξητάσθησαν τα ζητήματα τα οποία απασχολούν το προσωπικόν και ελήφθησαν αποφάσεις διά την άρσιν των αδικιών αι οποίαι διεπράχθησαν κατά το παρελθόν. Ως ανεκοινώθη, αι σχετικαί αποφάσεις θα εφαρμοσθούν εντός των προσεχών ημερών, αφού προηγουμένως ληφθή η γνώμη των ενδιαφερομένων οργανώσεων και των αρμοδίων υπηρεσιών. ΔΥΣΧΕΡΕΙΑΙ ΑΝΤΙΜΕΤΩΠΙΖΕΙ Ο κ. ΝΤΕ ΓΚΩΛ ΔΙΑ ΤΟΝ ΧΕΙΡΙΣΜΟΝ ΥΠΟ ΤΗΣ ΚΥΒΕΡΝΗΣΕΩΣ ΤΗΣ ΥΠΟΘΕΣΕΩΣ ΤΗΣ ΑΠΑΓΩΓΗΣ ΤΟΥ ΜΠΑΡΚΑ ΟΥΑΣΙΓΚΤΩΝ, 17 (Ασ. Πρές).— Ο πρόεδρος Τζόνσον εδήλωσεν ότι το πρόγραμμα της εξωτερικής βοηθείας θα συνεχισθή και κατά το προσεχές οικονομικόν έτος, διότι αποτελεί σοβαράν επένδυσιν διά την ασφάλειαν και την ευημερίαν των Ηνωμένων Πολιτειών. Ο πρόεδρος υπεγράμμισεν ότι η βοήθεια θα κατευθύνεται κυρίως προς τας χώρας αι οποίαι καταβάλλουν προσπαθείας διά την ανάπτυξιν των. Χθες συνήλθεν εις το υπουργείον σύσκεψις υπό την προεδρίαν του αρμοδίου υπουργού, κατά την οποίαν εξητάσθησαν τα ζητήματα τα οποία απασχολούν το προσωπικόν και ελήφθησαν αποφάσεις διά την άρσιν των αδικιών αι οποίαι διεπράχθησαν κατά το παρελθόν. Ως ανεκοινώθη, αι σχετικαί αποφάσεις θα εφαρμοσθούν εντός των προσεχών ημερών, αφού προηγουμένως ληφθή η γνώμη των ενδιαφερομένων οργανώσεων και των αρμοδίων υπηρεσιών. ΟΥΑΣΙΓΚΤΩΝ, 17 (Ασ. Πρές).— Ο πρόεδρος Τζόνσον εδήλωσεν ότι το πρόγραμμα της εξωτερικής βοηθείας θα συνεχισθή και κατά το προσεχές οικονομικόν έτος, διότι αποτελεί σοβαράν επένδυσιν διά την ασφάλειαν και την ευημερίαν των Ηνωμένων Πολιτειών. Ο πρόεδρος υπεγράμμισεν ότι η βοήθεια θα κατευθύνεται κυρίως προς τας χώρας αι οποίαι καταβάλλουν προσπαθείας διά την ανάπτυξιν των. ΕΠΙΚΡΙΣΕΙΣ ΤΟΥ ΚΑΣΤΡΟ ΟΥΑΣΙΓΚΤΩΝ, 17 (Ασ. Πρές).— Ο πρόεδρος Τζόνσον εδήλωσεν ότι το πρόγραμμα της εξωτερικής βοηθείας θα συνεχισθή και κατά το προσεχές οικονομικόν έτος, διότι αποτελεί σοβαράν επένδυσιν διά την ασφάλειαν και την ευημερίαν των Ηνωμένων Πολιτειών. Ο πρόεδρος υπεγράμμισεν ότι η βοήθεια θα κατευθύνεται κυρίως προς τας χώρας αι οποίαι καταβάλλουν προσπαθείας διά την ανάπτυξιν των. Η ΙΣΠΑΝΙΑ ΖΗΤΕΙ ΔΙΑΠΡΑΓΜΑΤΕΥΣΙΝ ΔΙΑ ΤΟ ΓΙΒΡΑΛΤΑΡ ΟΥΑΣΙΓΚΤΩΝ, 17 (Ασ. Πρές).— Ο πρόεδρος Τζόνσον εδήλωσεν ότι το πρόγραμμα της εξωτερικής βοηθείας θα συνεχισθή και κατά το προσεχές οικονομικόν έτος, διότι αποτελεί σοβαράν επένδυσιν διά την ασφάλειαν και την ευημερίαν των Ηνωμένων Πολιτειών. Ο πρόεδρος υπεγράμμισεν ότι η βοήθεια θα κατευθύνεται κυρίως προς τας χώρας αι οποίαι καταβάλλουν προσπαθείας διά την ανάπτυξιν των. Ο ΚΑΣΙΟΥΣ ΚΛΑΙΗ ΕΝ ΑΝΕΦΑΝΗΣΘΗ ΕΙΣ ΤΟ ΔΙΚΑΣΤΗΡΙΟΝ ΕΡΕΥΝΑ ΤΗΣ ΣΥΠΡΟΚΟΥ Χθες συνήλθεν εις το υπουργείον σύσκεψις υπό την προεδρίαν του αρμοδίου υπουργού, κατά την οποίαν εξητάσθησαν τα ζητήματα τα οποία απασχολούν το προσωπικόν και ελήφθησαν αποφάσεις διά την άρσιν των αδικιών αι οποίαι διεπράχθησαν κατά το παρελθόν. Ως ανεκοινώθη, αι σχετικαί αποφάσεις θα εφαρμοσθούν εντός των προσεχών ημερών, αφού προηγουμένως ληφθή η γνώμη των ενδιαφερομένων οργανώσεων και των αρμοδίων υπηρεσιών.: [555, 7, 1095, 2091]
- headline-urquiola: Ο κ. ΟΥΡΚΙΟΥΛΟΥ ΕΙΣ ΤΟ ΛΟΝΔΙΝΟΝ: [398, 1935, 532, 1959]
- headline-imre-nagy: Ο ΙΜΠΡΑ ΝΑΓΚΙ ΕΞΕΤΕΛΕΣΘΗ ΧΩΡΙΣ ΔΙΚΗΝ ΑΠΟΚΑΛΥΠΤΕΙ ΤΟ ΠΕΡΙΟΔΙΚΟΝ "ΣΗΓΚΕΛ": [56, 1995, 327, 2023]
- lottery-numbers: [215, 2345, 374, 2520]
- subheadline-makarios: Ευχαριστεί τας αφρικανικάς χώρας διά την στάσιν των εις το κυπριακόν: [27, 69, 356, 104]
- headline-lampsis: ΕΠΑΝΕΠΑΤΡΙΣΘΗΣΑΝ ΟΙ ΝΑΥΑΓΟΙ ΤΟΥ "ΛΑΜΨΙΣ" ΕΥΘΥΣΘΗ ΤΡΕΧΑΝΤΗΡΙ ΠΑΡΑ ΤΗΝ ΑΣΤΥΠΑΛΑΙΑΝ: [19, 1090, 364, 1116]
- headline-moscow: Η ΜΟΣΧΑ ΔΕΧΕΤΑΙ ΝΑ ΜΕΣΟΛΑΒΗΣΗ ΔΙΑ ΤΟ ΚΥΠΡΙΑΚΟΝ: [1132, 7, 1429, 92]
- headline-es-leader: Ο ΑΡΧΗΓΟΣ ΤΟΥ ΕΣ ΕΖΗΤΗΣΕ ΤΗΝ ΑΔΕΙΑΝ ΥΠΟΒΟΛΗΣ ΜΗΝΥΣΕΩΣ ΚΑΤΑ ΤΟΥ ΑΓΓΕΛΟΥΣΗ: [1123, 695, 1437, 725]
- headline-de-gaulle: ΔΥΣΧΕΡΕΙΑΙ ΑΝΤΙΜΕΤΩΠΙΖΕΙ Ο κ. ΝΤΕ ΓΚΩΛ ΔΙΑ ΤΟΝ ΧΕΙΡΙΣΜΟΝ ΥΠΟ ΤΗΣ ΚΥΒΕΡΝΗΣΕΩΣ ΤΗΣ ΥΠΟΘΕΣΕΩΣ ΤΗΣ ΑΠΑΓΩΓΗΣ ΤΟΥ ΜΠΑΡΚΑ: [578, 1739, 1072, 1769]
- column-rule: [548, 7, 549, 2182]
- article-makarios: ΑΘΗΝΑΙ, 17.— Ο Αρχιεπίσκοπος Μακάριος, ο οποίος ευρίσκεται εις περιοδείαν ανά τας χώρας της Αφρικής, επεσκέφθη την Δαχομέην και την Ακτήν Ελεφαντοστού, όπου συνηντήθη μετά των αρχηγών των κρατών τούτων και τους ηυχαρίστησε διά την υποστήριξιν την οποίαν παρέσχον εις την υπόθεσιν της Κύπρου κατά την συζήτησιν του θέματος ενώπιον της Γενικής Συνελεύσεως του Οργανισμού Ηνωμένων Εθνών. Κατά την διάρκειαν των επαφών του ο Μακάριος ετόνισεν ότι ο αγών του κυπριακού λαού διά την αυτοδιάθεσιν θα συνεχισθή μέχρι τελικής επιτυχίας. ΟΥΑΣΙΓΚΤΩΝ, 17 (Ασ. Πρές).— Ο πρόεδρος Τζόνσον εδήλωσεν ότι το πρόγραμμα της εξωτερικής βοηθείας θα συνεχισθή και κατά το προσεχές οικονομικόν έτος, διότι αποτελεί σοβαράν επένδυσιν διά την ασφάλειαν και την ευημερίαν των Ηνωμένων Πολιτειών. Ο πρόεδρος υπεγράμμισεν ότι η βοήθεια θα κατευθύνεται κυρίως προς τας χώρας αι οποίαι καταβάλλουν προσπαθείας διά την ανάπτυξιν των. ΕΙΣ ΓΚΑΝΑΝ Χθες συνήλθεν εις το υπουργείον σύσκεψις υπό την προεδρίαν του αρμοδίου υπουργού, κατά την οποίαν εξητάσθησαν τα ζητήματα τα οποία απασχολούν το προσωπικόν και ελήφθησαν αποφάσεις διά την άρσιν των αδικιών αι οποίαι διεπράχθησαν κατά το παρελθόν. Ως ανεκοινώθη, αι σχετικαί αποφάσεις θα εφαρμοσθούν εντός των προσεχών ημερών, αφού προηγουμένως ληφθή η γνώμη των ενδιαφερομένων οργανώσεων και των αρμοδίων υπηρεσιών.: [9, 107, 375, 879]
- lottery-line: 52559 54196 56147 58360 62228: [214, 2411, 374, 2422]
- headline-inflation: ΠΛΗΘΩΡΙΣΤΙΚΑΙ ΤΑΣΕΙΣ ΕΙΣ ΤΗΝ ΑΜΕΡΙΚΗΝ ΣΥΝΕΠΕΙΑ ΤΩΝ ΔΑΠΑΝΩΝ ΤΟΥ ΠΟΛΕΜΟΥ: [570, 841, 1081, 883]
- lottery-line: 68203 68540 69012 73064 73640: [214, 2432, 374, 2443]
- lottery-line: 73369: [214, 2345, 243, 2356]
- lottery-line: 28214 28445 29388 31926 36550: [214, 2487, 374, 2498]
- column-1: Ο Μακάριος μετά την Νιηρίαν επεσκέφθη την Δαχομέην και την Ακτήν Ελεφαντοστού Ευχαριστεί τας αφρικανικάς χώρας διά την στάσιν των εις το κυπριακόν ΑΘΗΝΑΙ, 17.— Ο Αρχιεπίσκοπος Μακάριος, ο οποίος ευρίσκεται εις περιοδείαν ανά τας χώρας της Αφρικής, επεσκέφθη την Δαχομέην και την Ακτήν Ελεφαντοστού, όπου συνηντήθη μετά των αρχηγών των κρατών τούτων και τους ηυχαρίστησε διά την υποστήριξιν την οποίαν παρέσχον εις την υπόθεσιν της Κύπρου κατά την συζήτησιν του θέματος ενώπιον της Γενικής Συνελεύσεως του Οργανισμού Ηνωμένων Εθνών. Κατά την διάρκειαν των επαφών του ο Μακάριος ετόνισεν ότι ο αγών του κυπριακού λαού διά την αυτοδιάθεσιν θα συνεχισθή μέχρι τελικής επιτυχίας. ΟΥΑΣΙΓΚΤΩΝ, 17 (Ασ. Πρές).— Ο πρόεδρος Τζόνσον εδήλωσεν ότι το πρόγραμμα της εξωτερικής βοηθείας θα συνεχισθή και κατά το προσεχές οικονομικόν έτος, διότι αποτελεί σοβαράν επένδυσιν διά την ασφάλειαν και την ευημερίαν των Ηνωμένων Πολιτειών. Ο πρόεδρος υπεγράμμισεν ότι η βοήθεια θα κατευθύνεται κυρίως προς τας χώρας αι οποίαι καταβάλλουν προσπαθείας διά την ανάπτυξιν των. ΕΙΣ ΓΚΑΝΑΝ Χθες συνήλθεν εις το υπουργείον σύσκεψις υπό την προεδρίαν του αρμοδίου υπουργού, κατά την οποίαν εξητάσθησαν τα ζητήματα τα οποία απασχολούν το προσωπικόν και ελήφθησαν αποφάσεις διά την άρσιν των αδικιών αι οποίαι διεπράχθησαν κατά το παρελθόν. Ως ανεκοινώθη, αι σχετικαί αποφάσεις θα εφαρμοσθούν εντός των προσεχών ημερών, αφού προηγουμένως ληφθή η γνώμη των ενδιαφερομένων οργανώσεων και των αρμοδίων υπηρεσιών. ΣΥΝΕΚΡΟΤΗΘΗ ΕΙΣ ΑΘΗΝΑΣ ΜΑΚΡΑ ΣΥΣΚΕΨΙΣ ΔΙΑ ΤΑ ΖΗΤΗΜΑΤΑ ΤΟΥ ΠΡΟΣΩΠΙΚΟΥ ΤΗΣ ΔΕΗ ΘΑ ΑΡΘΟΥΝ ΟΛΑΙ ΑΙ ΔΙΑΠΡΑΧΘΕΙΣΑΙ ΑΔΙΚΙΑΙ Χθες συνήλθεν εις το υπουργείον σύσκεψις υπό την προεδρίαν του αρμοδίου υπουργού, κατά την οποίαν εξητάσθησαν τα ζητήματα τα οποία απασχολούν το προσωπικόν και ελήφθησαν αποφάσεις διά την άρσιν των αδικιών αι οποίαι διεπράχθησαν κατά το παρελθόν. Ως ανεκοινώθη, αι σχετικαί αποφάσεις θα εφαρμοσθούν εντός των προσεχών ημερών, αφού προηγουμένως ληφθή η γνώμη των ενδιαφερομένων οργανώσεων και των αρμοδίων υπηρεσιών. ΑΘΗΝΑΙ, 17.— Ο Αρχιεπίσκοπος Μακάριος, ο οποίος ευρίσκεται εις περιοδείαν ανά τας χώρας της Αφρικής, επεσκέφθη την Δαχομέην και την Ακτήν Ελεφαντοστού, όπου συνηντήθη μετά των αρχηγών των κρατών τούτων και τους ηυχαρίστησε διά την υποστήριξιν την οποίαν παρέσχον εις την υπόθεσιν της Κύπρου κατά την συζήτησιν του θέματος ενώπιον της Γενικής Συνελεύσεως του Οργανισμού Ηνωμένων Εθνών. Κατά την διάρκειαν των επαφών του ο Μακάριος ετόνισεν ότι ο αγών του κυπριακού λαού διά την αυτοδιάθεσιν θα συνεχισθή μέχρι τελικής επιτυχίας. ΕΠΑΝΕΠΑΤΡΙΣΘΗΣΑΝ ΟΙ ΝΑΥΑΓΟΙ ΤΟΥ "ΛΑΜΨΙΣ" ΕΥΘΥΣΘΗ ΤΡΕΧΑΝΤΗΡΙ ΠΑΡΑ ΤΗΝ ΑΣΤΥΠΑΛΑΙΑΝ ΟΥΑΣΙΓΚΤΩΝ, 17 (Ασ. Πρές).— Ο πρόεδρος Τζόνσον εδήλωσεν ότι το πρόγραμμα της εξωτερικής βοηθείας θα συνεχισθή και κατά το προσεχές οικονομικόν έτος, διότι αποτελεί σοβαράν επένδυσιν διά την ασφάλειαν και την ευημερίαν των Ηνωμένων Πολιτειών. Ο πρόεδρος υπεγράμμισεν ότι η βοήθεια θα κατευθύνεται κυρίως προς τας χώρας αι οποίαι καταβάλλουν προσπαθείας διά την ανάπτυξιν των. ΟΥΑΣΙΓΚΤΩΝ, 17 (Ασ. Πρές).— Ο πρόεδρος Τζόνσον εδήλωσεν ότι το πρόγραμμα της εξωτερικής βοηθείας θα συνεχισθή και κατά το προσεχές οικονομικόν έτος, διότι αποτελεί σοβαράν επένδυσιν διά την ασφάλειαν και την ευημερίαν των Ηνωμένων Πολιτειών. Ο πρόεδρος υπεγράμμισεν ότι η βοήθεια θα κατευθύνεται κυρίως προς τας χώρας αι οποίαι καταβάλλουν προσπαθείας διά την ανάπτυξιν των. ΣΥΣΚΕΨΙΣ ΥΠΟ ΤΗΝ ΠΡΟΕΔΡΙΑΝ ΤΟΥ κ. ΣΤΕΦΑΝΟΠΟΥΛΟΥ ΔΙΑ ΤΟ ΘΕΜΑ ΤΗΣ ΑΠΟΚΑΤΑΣΤΑΣΕΩΣ ΣΕΙΣΜΟΠΛΗΚΤΩΝ Χθες συνήλθεν εις το υπουργείον σύσκεψις υπό την προεδρίαν του αρμοδίου υπουργού, κατά την οποίαν εξητάσθησαν τα ζητήματα τα οποία απασχολούν το προσωπικόν και ελήφθησαν αποφάσεις διά την άρσιν των αδικιών αι οποίαι διεπράχθησαν κατά το παρελθόν. Ως ανεκοινώθη, αι σχετικαί αποφάσεις θα εφαρμοσθούν εντός των προσεχών ημερών, αφού προηγουμένως ληφθή η γνώμη των ενδιαφερομένων οργανώσεων και των αρμοδίων υπηρεσιών. ΟΥΑΣΙΓΚΤΩΝ, 17 (Ασ. Πρές).— Ο πρόεδρος Τζόνσον εδήλωσεν ότι το πρόγραμμα της εξωτερικής βοηθείας θα συνεχισθή και κατά το προσεχές οικονομικόν έτος, διότι αποτελεί σοβαράν επένδυσιν διά την ασφάλειαν και την ευημερίαν των Ηνωμένων Πολιτειών. Ο πρόεδρος υπεγράμμισεν ότι η βοήθεια θα κατευθύνεται κυρίως προς τας χώρας αι οποίαι καταβάλλουν προσπαθείας διά την ανάπτυξιν των. ΘΕΤΙΚΑ ΜΕΤΡΑ ΖΗΤΟΥΝ ΟΙ ΕΠΑΓΓΕΛΜΑΤΟΒΙΟΤΕΧΝΑΙ ΔΙΑ ΤΟ ΠΡΟΒΛΗΜΑ ΤΗΣ ΕΠΑΓΓΕΛΜΑΤΙΚΗΣ ΣΤΕΓΗΣ ΟΥΑΣΙΓΚΤΩΝ, 17 (Ασ. Πρές).— Ο πρόεδρος Τζόνσον εδήλωσεν ότι το πρόγραμμα της εξωτερικής βοηθείας θα συνεχισθή και κατά το προσεχές οικονομικόν έτος, διότι αποτελεί σοβαράν επένδυσιν διά την ασφάλειαν και την ευημερίαν των Ηνωμένων Πολιτειών. Ο πρόεδρος υπεγράμμισεν ότι η βοήθεια θα κατευθύνεται κυρίως προς τας χώρας αι οποίαι καταβάλλουν προσπαθείας διά την ανάπτυξιν των. Χθες συνήλθεν εις το υπουργείον σύσκεψις υπό την προεδρίαν του αρμοδίου υπουργού, κατά την οποίαν εξητάσθησαν τα ζητήματα τα οποία απασχολούν το προσωπικόν και ελήφθησαν αποφάσεις διά την άρσιν των αδικιών αι οποίαι διεπράχθησαν κατά το παρελθόν. Ως ανεκοινώθη, αι σχετικαί αποφάσεις θα εφαρμοσθούν εντός των προσεχών ημερών, αφού προηγουμένως ληφθή η γνώμη των ενδιαφερομένων οργανώσεων και των αρμοδίων υπηρεσιών. Η ΙΝΔΟΝΗΣΙΑ ΘΕΩΡΕΙ ΤΗΝ ΑΜΕΡΙΚΑΝΙΚΗΝ ΚΥΠ ΩΣ ΥΠΕΥΘΥΝΟΝ ΤΗΣ ΚΑΚΟΔΑΙΜΟΝΙΑΣ ΤΗΣ ΑΘΗΝΑΙ, 17.— Ο Αρχιεπίσκοπος Μακάριος, ο οποίος ευρίσκεται εις περιοδείαν ανά τας χώρας της Αφρικής, επεσκέφθη την Δαχομέην και την Ακτήν Ελεφαντοστού, όπου συνηντήθη μετά των αρχηγών των κρατών τούτων και τους ηυχαρίστησε διά την υποστήριξιν την οποίαν παρέσχον εις την υπόθεσιν της Κύπρου κατά την συζήτησιν του θέματος ενώπιον της Γενικής Συνελεύσεως του Οργανισμού Ηνωμένων Εθνών. Κατά την διάρκειαν των επαφών του ο Μακάριος ετόνισεν ότι ο αγών του κυπριακού λαού διά την αυτοδιάθεσιν θα συνεχισθή μέχρι τελικής επιτυχίας. ΤΑ ΘΥΜΑΤΑ ΤΟΥ ΧΙΟΝΙΣΜΑΤΟΣ ΟΥΑΣΙΓΚΤΩΝ, 17 (Ασ. Πρές).— Ο πρόεδρος Τζόνσον εδήλωσεν ότι το πρόγραμμα της εξωτερικής βοηθείας θα συνεχισθή και κατά το προσεχές οικονομικόν έτος, διότι αποτελεί σοβαράν επένδυσιν διά την ασφάλειαν και την ευημερίαν των Ηνωμένων Πολιτειών. Ο πρόεδρος υπεγράμμισεν ότι η βοήθεια θα κατευθύνεται κυρίως προς τας χώρας αι οποίαι καταβάλλουν προσπαθείας διά την ανάπτυξιν των. Η ΤΙΜΩΡΙΑ ΤΩΝ ΕΝΟΧΩΝ ΟΥΑΣΙΓΚΤΩΝ, 17 (Ασ. Πρές).— Ο πρόεδρος Τζόνσον εδήλωσεν ότι το πρόγραμμα της εξωτερικής βοηθείας θα συνεχισθή και κατά το προσεχές οικονομικόν έτος, διότι αποτελεί σοβαράν επένδυσιν διά την ασφάλειαν και την ευημερίαν των Ηνωμένων Πολιτειών. Ο πρόεδρος υπεγράμμισεν ότι η βοήθεια θα κατευθύνεται κυρίως προς τας χώρας αι οποίαι καταβάλλουν προσπαθείας διά την ανάπτυξιν των. Χθες συνήλθεν εις το υπουργείον σύσκεψις υπό την προεδρίαν του αρμοδίου υπουργού, κατά την οποίαν εξητάσθησαν τα ζητήματα τα οποία απασχολούν το προσωπικόν και ελήφθησαν αποφάσεις διά την άρσιν των αδικιών αι οποίαι διεπράχθησαν κατά το παρελθόν. Ως ανεκοινώθη, αι σχετικαί αποφάσεις θα εφαρμοσθούν εντός των προσεχών ημερών, αφού προηγουμένως ληφθή η γνώμη των ενδιαφερομένων οργανώσεων και των αρμοδίων υπηρεσιών. ΑΠΗΓΟΡΕΥΘΗΣΑΝ ΑΙ ΔΙΑΔΗΛΩΣΕΙΣ ΟΥΑΣΙΓΚΤΩΝ, 17 (Ασ. Πρές).— Ο πρόεδρος Τζόνσον εδήλωσεν ότι το πρόγραμμα της εξωτερικής βοηθείας θα συνεχισθή και κατά το προσεχές οικονομικόν έτος, διότι αποτελεί σοβαράν επένδυσιν διά την ασφάλειαν και την ευημερίαν των Ηνωμένων Πολιτειών. Ο πρόεδρος υπεγράμμισεν ότι η βοήθεια θα κατευθύνεται κυρίως προς τας χώρας αι οποίαι καταβάλλουν προσπαθείας διά την ανάπτυξιν των. Ο ΙΜΠΡΑ ΝΑΓΚΙ ΕΞΕΤΕΛΕΣΘΗ ΧΩΡΙΣ ΔΙΚΗΝ ΑΠΟΚΑΛΥΠΤΕΙ ΤΟ ΠΕΡΙΟΔΙΚΟΝ "ΣΗΓΚΕΛ" ΟΥΑΣΙΓΚΤΩΝ, 17 (Ασ. Πρές).— Ο πρόεδρος Τζόνσον εδήλωσεν ότι το πρόγραμμα της εξωτερικής βοηθείας θα συνεχισθή και κατά το προσεχές οικονομικόν έτος, διότι αποτελεί σοβαράν επένδυσιν διά την ασφάλειαν και την ευημερίαν των Ηνωμένων Πολιτειών. Ο πρόεδρος υπεγράμμισεν ότι η βοήθεια θα κατευθύνεται κυρίως προς τας χώρας αι οποίαι καταβάλλουν προσπαθείας διά την ανάπτυξιν των. ΑΘΗΝΑΙ, 17.— Ο Αρχιεπίσκοπος Μακάριος, ο οποίος ευρίσκεται εις περιοδείαν ανά τας χώρας της Αφρικής, επεσκέφθη την Δαχομέην και την Ακτήν Ελεφαντοστού, όπου συνηντήθη μετά των αρχηγών των κρατών τούτων και τους ηυχαρίστησε διά την υποστήριξιν την οποίαν παρέσχον εις την υπόθεσιν της Κύπρου κατά την συζήτησιν του θέματος ενώπιον της Γενικής Συνελεύσεως του Οργανισμού Ηνωμένων Εθνών. Κατά την διάρκειαν των επαφών του ο Μακάριος ετόνισεν ότι ο αγών του κυπριακού λαού διά την αυτοδιάθεσιν θα συνεχισθή μέχρι τελικής επιτυχίας. Η ΥΠΟΘΕΣΙΣ ΤΟΥ ΕΜΠΡΗΣΜΟΥ ΤΟΥ ΡΑΙΧΣΤΑΓΚ ΕΠΑΝΕΡΧΕΤΑΙ ΠΑΛΙΝ ΕΙΣ ΤΗΝ ΕΠΙΚΑΙΡΟΤΗΤΑ Χθες συνήλθεν εις το υπουργείον σύσκεψις υπό την προεδρίαν του αρμοδίου υπουργού, κατά την οποίαν εξητάσθησαν τα ζητήματα τα οποία απασχολούν το προσωπικόν και ελήφθησαν αποφάσεις διά την άρσιν των αδικιών αι οποίαι διεπράχθησαν κατά το παρελθόν. Ως ανεκοινώθη, αι σχετικαί αποφάσεις θα εφαρμοσθούν εντός των προσεχών ημερών, αφού προηγουμένως ληφθή η γνώμη των ενδιαφερομένων οργανώσεων και των αρμοδίων υπηρεσιών. ΟΥΑΣΙΓΚΤΩΝ, 17 (Ασ. Πρές).— Ο πρόεδρος Τζόνσον εδήλωσεν ότι το πρόγραμμα της εξωτερικής βοηθείας θα συνεχισθή και κατά το προσεχές οικονομικόν έτος, διότι αποτελεί σοβαράν επένδυσιν διά την ασφάλειαν και την ευημερίαν των Ηνωμένων Πολιτειών. Ο πρόεδρος υπεγράμμισεν ότι η βοήθεια θα κατευθύνεται κυρίως προς τας χώρας αι οποίαι καταβάλλουν προσπαθείας διά την ανάπτυξιν των. ΟΙ ΚΕΡΔΙΖΟΝΤΕΣ ΑΡΙΘΜΟΙ ΤΟΥ ΛΑΪΚΟΥ ΛΑΧΕΙΟΥ ΟΥΑΣΙΓΚΤΩΝ, 17 (Ασ. Πρές).— Ο πρόεδρος Τζόνσον εδήλωσεν ότι το πρόγραμμα της εξωτερικής βοηθείας θα συνεχισθή και κατά το προσεχές οικονομικόν έτος, διότι αποτελεί σοβαράν επένδυσιν διά την ασφάλειαν και την ευημερίαν των Ηνωμένων Πολιτειών. Ο πρόεδρος υπεγράμμισεν ότι η βοήθεια θα κατευθύνεται κυρίως προς τας χώρας αι οποίαι καταβάλλουν προσπαθείας διά την ανάπτυξιν των. 73369 Ανά 2.000 δρχ. κερδίζουν οι 1553 5762 6930 7907 16007 17310 20645 24737 31279 32765 33115 36503 38459 49592 40806 43542 44386 50283 52559 54196 56147 58360 62228 63202 64591 64833 66096 68203 68540 69012 73064 73640 Ανά 1.000 δρχ. κερδίζουν οι 665 3447 4171 6584 9150 9208 9819 12344 14380 14964 15237 16162 28214 28445 29388 31926 36550 Ανά 3.000 δρχ. κερδίζουν οι 5316 12519 13271 13294: [9, 8, 375, 2520]
- lottery-line: Ανά 1.000 δρχ. κερδίζουν οι: [214, 2443, 363, 2454]
- headline-funerals: ΚΗΔΕΙΑΙ: [442, 2245, 488, 2258]
- headline-portugal: ΑΙ ΠΟΡΤΟΓΑΛΛΙΚΑΙ ΑΜΥΝΤΙΚΑΙ ΔΑΠΑΝΑΙ: [408, 1780, 523, 1805]
- lottery-line: Ανά 3.000 δρχ. κερδίζουν οι: [214, 2498, 363, 2509]
- headline-fascists: ΗΡΧΙΣΕΝ Η ΔΙΚΗ ΤΩΝ ΓΙΟΥΓΚΟΣΛΑΒΩΝ ΦΑΣΙΣΤΩΝ: [388, 1094, 542, 1120]
- lottery-line: Ανά 2.000 δρχ. κερδίζουν οι: [214, 2356, 363, 2367]
- subheadline-moscow: Το εδήλωσε Ρώσσος πρεσβευτής αλλ' η Κύπρος δεν έχει γνώσιν: [1116, 93, 1444, 131]
- subheadline-kremlin: Κατόπιν μυστικής συνεννοήσεως μετά της ηγεσίας του Κρεμλίνου: [563, 105, 1088, 151]
- headline-embolia: Η ΔΙΑΜΟΡΦΩΣΙΣ ΤΙΜΩΝ ΕΙΣΑΓΟΜΕΝΩΝ ΕΜΒΟΛΙΩΝ ΚΑΙ ΑΝΤΙΒΙΟΤΙΚΩΝ: [393, 762, 537, 799]
- headline-indonesia: Η ΙΝΔΟΝΗΣΙΑ ΘΕΩΡΕΙ ΤΗΝ ΑΜΕΡΙΚΑΝΙΚΗΝ ΚΥΠ ΩΣ ΥΠΕΥΘΥΝΟΝ ΤΗΣ ΚΑΚΟΔΑΙΜΟΝΙΑΣ ΤΗΣ: [31, 1556, 352, 1585]
- headline-johnson: Ο ΤΖΟΝΣΟΝ ΘΑ ΣΥΝΕΧΙΣΗ ΤΟ ΠΡΟΓΡΑΜΜΑ ΕΞΩΤΕΡΙΚΗΣ ΒΟΗΘΕΙΑΣ: [388, 8, 542, 62]
- headline-american-troops: ΑΜΕΡΙΚΑΝΙΚΑ ΣΤΡΑΤΕΥΜΑΤΑ ΑΠΟΣΥΡΟΝΤΑΙ ΕΚ ΓΕΡΜΑΝΙΑΣ ΚΑΙ ΜΕΤΑΦΕΡΟΝΤΑΙ ΕΙΣ ΒΙΕΤΝΑΜ: [562, 7, 1089, 104]
- lottery-line: 1553 5762 6930 7907: [214, 2367, 319, 2378]
- headline-epaggelmatiki-stegi: ΘΕΤΙΚΑ ΜΕΤΡΑ ΖΗΤΟΥΝ ΟΙ ΕΠΑΓΓΕΛΜΑΤΟΒΙΟΤΕΧΝΑΙ ΔΙΑ ΤΟ ΠΡΟΒΛΗΜΑ ΤΗΣ ΕΠΑΓΓΕΛΜΑΤΙΚΗΣ ΣΤΕΓΗΣ: [14, 1397, 369, 1423]
- column-2: Ο ΤΖΟΝΣΟΝ ΘΑ ΣΥΝΕΧΙΣΗ ΤΟ ΠΡΟΓΡΑΜΜΑ ΕΞΩΤΕΡΙΚΗΣ ΒΟΗΘΕΙΑΣ ΔΙΟΤΙ ΑΠΟΤΕΛΕΙ ΣΟΒΑΡΑΝ ΕΠΕΝΔΥΣΙΝ ΟΥΑΣΙΓΚΤΩΝ, 17 (Ασ. Πρές).— Ο πρόεδρος Τζόνσον εδήλωσεν ότι το πρόγραμμα της εξωτερικής βοηθείας θα συνεχισθή και κατά το προσεχές οικονομικόν έτος, διότι αποτελεί σοβαράν επένδυσιν διά την ασφάλειαν και την ευημερίαν των Ηνωμένων Πολιτειών. Ο πρόεδρος υπεγράμμισεν ότι η βοήθεια θα κατευθύνεται κυρίως προς τας χώρας αι οποίαι καταβάλλουν προσπαθείας διά την ανάπτυξιν των. Ο κ. ΠΑΠΑΝΔΡΕΟΥ ΕΠΙΚΟΙΝΩΝΕΙ ΜΕ ΤΟΥΣ ΒΟΥΛΕΥΤΑΣ Χθες συνήλθεν εις το υπουργείον σύσκεψις υπό την προεδρίαν του αρμοδίου υπουργού, κατά την οποίαν εξητάσθησαν τα ζητήματα τα οποία απασχολούν το προσωπικόν και ελήφθησαν αποφάσεις διά την άρσιν των αδικιών αι οποίαι διεπράχθησαν κατά το παρελθόν. Ως ανεκοινώθη, αι σχετικαί αποφάσεις θα εφαρμοσθούν εντός των προσεχών ημερών, αφού προηγουμένως ληφθή η γνώμη των ενδιαφερομένων οργανώσεων και των αρμοδίων υπηρεσιών. Ο ΑΡΧΗΓΟΣ ΓΕΣ ΘΑ ΕΠΙΘΕΩΡΗΣΗ ΜΟΝΑΔΑΣ ΤΟΥ Γ.Σ.Σ. ΟΥΑΣΙΓΚΤΩΝ, 17 (Ασ. Πρές).— Ο πρόεδρος Τζόνσον εδήλωσεν ότι το πρόγραμμα της εξωτερικής βοηθείας θα συνεχισθή και κατά το προσεχές οικονομικόν έτος, διότι αποτελεί σοβαράν επένδυσιν διά την ασφάλειαν και την ευημερίαν των Ηνωμένων Πολιτειών. Ο πρόεδρος υπεγράμμισεν ότι η βοήθεια θα κατευθύνεται κυρίως προς τας χώρας αι οποίαι καταβάλλουν προσπαθείας διά την ανάπτυξιν των. ΣΠΟΡΑΔΙΚΑΙ ΒΡΟΧΑΙ ΥΨΗΛΗ ΘΕΡΜΟΚΡΑΣΙΑ ΠΡΟΒΛΕΠΟΝΤΑΙ ΣΗΜΕΡΟΝ Χθες συνήλθεν εις το υπουργείον σύσκεψις υπό την προεδρίαν του αρμοδίου υπουργού, κατά την οποίαν εξητάσθησαν τα ζητήματα τα οποία απασχολούν το προσωπικόν και ελήφθησαν αποφάσεις διά την άρσιν των αδικιών αι οποίαι διεπράχθησαν κατά το παρελθόν. Ως ανεκοινώθη, αι σχετικαί αποφάσεις θα εφαρμοσθούν εντός των προσεχών ημερών, αφού προηγουμένως ληφθή η γνώμη των ενδιαφερομένων οργανώσεων και των αρμοδίων υπηρεσιών. Η ΔΙΑΜΟΡΦΩΣΙΣ ΤΙΜΩΝ ΕΙΣΑΓΟΜΕΝΩΝ ΕΜΒΟΛΙΩΝ ΚΑΙ ΑΝΤΙΒΙΟΤΙΚΩΝ ΟΥΑΣΙΓΚΤΩΝ, 17 (Ασ. Πρές).— Ο πρόεδρος Τζόνσον εδήλωσεν ότι το πρόγραμμα της εξωτερικής βοηθείας θα συνεχισθή και κατά το προσεχές οικονομικόν έτος, διότι αποτελεί σοβαράν επένδυσιν διά την ασφάλειαν και την ευημερίαν των Ηνωμένων Πολιτειών. Ο πρόεδρος υπεγράμμισεν ότι η βοήθεια θα κατευθύνεται κυρίως προς τας χώρας αι οποίαι καταβάλλουν προσπαθείας διά την ανάπτυξιν των. ΤΕΣΣΑΡΕΣ ΤΡΑΥΜΑΤΙΑΙ ΕΚ ΠΡΟΣΚΡΟΥΣΕΩΣ ΚΟΥΡΣΑΣ ΕΠΙ ΒΡΑΧΟΥ ΟΥΑΣΙΓΚΤΩΝ, 17 (Ασ. Πρές).— Ο πρόεδρος Τζόνσον εδήλωσεν ότι το πρόγραμμα της εξωτερικής βοηθείας θα συνεχισθή και κατά το προσεχές οικονομικόν έτος, διότι αποτελεί σοβαράν επένδυσιν διά την ασφάλειαν και την ευημερίαν των Ηνωμένων Πολιτειών. Ο πρόεδρος υπεγράμμισεν ότι η βοήθεια θα κατευθύνεται κυρίως προς τας χώρας αι οποίαι καταβάλλουν προσπαθείας διά την ανάπτυξιν των. ΗΡΧΙΣΕΝ Η ΔΙΚΗ ΤΩΝ ΓΙΟΥΓΚΟΣΛΑΒΩΝ ΦΑΣΙΣΤΩΝ Χθες συνήλθεν εις το υπουργείον σύσκεψις υπό την προεδρίαν του αρμοδίου υπουργού, κατά την οποίαν εξητάσθησαν τα ζητήματα τα οποία απασχολούν το προσωπικόν και ελήφθησαν αποφάσεις διά την άρσιν των αδικιών αι οποίαι διεπράχθησαν κατά το παρελθόν. Ως ανεκοινώθη, αι σχετικαί αποφάσεις θα εφαρμοσθούν εντός των προσεχών ημερών, αφού προηγουμένως ληφθή η γνώμη των ενδιαφερομένων οργανώσεων και των αρμοδίων υπηρεσιών. ΕΚΣΥΓΧΡΟΝΙΖΕΤΑΙ Η ΑΓΓΛΙΚΗ ΒΙΟΜΗΧΑΝΙΑ ΟΥΑΣΙΓΚΤΩΝ, 17 (Ασ. Πρές).— Ο πρόεδρος Τζόνσον εδήλωσεν ότι το πρόγραμμα της εξωτερικής βοηθείας θα συνεχισθή και κατά το προσεχές οικονομικόν έτος, διότι αποτελεί σοβαράν επένδυσιν διά την ασφάλειαν και την ευημερίαν των Ηνωμένων Πολιτειών. Ο πρόεδρος υπεγράμμισεν ότι η βοήθεια θα κατευθύνεται κυρίως προς τας χώρας αι οποίαι καταβάλλουν προσπαθείας διά την ανάπτυξιν των. Η ΒΟΥΛΓΑΡΙΑ ΒΡΑΒΕΥΕΙ ΤΗΝ ΑΠΟΔΟΣΙΝ ΤΩΝ ΣΧΟΛΕΙΩΝ ΤΗΣ ΟΥΑΣΙΓΚΤΩΝ, 17 (Ασ. Πρές).— Ο πρόεδρος Τζόνσον εδήλωσεν ότι το πρόγραμμα της εξωτερικής βοηθείας θα συνεχισθή και κατά το προσεχές οικονομικόν έτος, διότι αποτελεί σοβαράν επένδυσιν διά την ασφάλειαν και την ευημερίαν των Ηνωμένων Πολιτειών. Ο πρόεδρος υπεγράμμισεν ότι η βοήθεια θα κατευθύνεται κυρίως προς τας χώρας αι οποίαι καταβάλλουν προσπαθείας διά την ανάπτυξιν των. ΑΝΕΠΙΤΙΘΕΤΑΙ ΚΑΤΑ ΤΟΥ Κ.Κ. ΠΟΛΩΝΙΑΣ Ο ΒΙΣΖΥΝΣΚΙ Χθες συνήλθεν εις το υπουργείον σύσκεψις υπό την προεδρίαν του αρμοδίου υπουργού, κατά την οποίαν εξητάσθησαν τα ζητήματα τα οποία απασχολούν το προσωπικόν και ελήφθησαν αποφάσεις διά την άρσιν των αδικιών αι οποίαι διεπράχθησαν κατά το παρελθόν. Ως ανεκοινώθη, αι σχετικαί αποφάσεις θα εφαρμοσθούν εντός των προσεχών ημερών, αφού προηγουμένως ληφθή η γνώμη των ενδιαφερομένων οργανώσεων και των αρμοδίων υπηρεσιών. ΑΙ ΠΟΡΤΟΓΑΛΛΙΚΑΙ ΑΜΥΝΤΙΚΑΙ ΔΑΠΑΝΑΙ ΟΥΑΣΙΓΚΤΩΝ, 17 (Ασ. Πρές).— Ο πρόεδρος Τζόνσον εδήλωσεν ότι το πρόγραμμα της εξωτερικής βοηθείας θα συνεχισθή και κατά το προσεχές οικονομικόν έτος, διότι αποτελεί σοβαράν επένδυσιν διά την ασφάλειαν και την ευημερίαν των Ηνωμένων Πολιτειών. Ο πρόεδρος υπεγράμμισεν ότι η βοήθεια θα κατευθύνεται κυρίως προς τας χώρας αι οποίαι καταβάλλουν προσπαθείας διά την ανάπτυξιν των. Ο κ. ΟΥΡΚΙΟΥΛΟΥ ΕΙΣ ΤΟ ΛΟΝΔΙΝΟΝ ΟΥΑΣΙΓΚΤΩΝ, 17 (Ασ. Πρές).— Ο πρόεδρος Τζόνσον εδήλωσεν ότι το πρόγραμμα της εξωτερικής βοηθείας θα συνεχισθή και κατά το προσεχές οικονομικόν έτος, διότι αποτελεί σοβαράν επένδυσιν διά την ασφάλειαν και την ευημερίαν των Ηνωμένων Πολιτειών. Ο πρόεδρος υπεγράμμισεν ότι η βοήθεια θα κατευθύνεται κυρίως προς τας χώρας αι οποίαι καταβάλλουν προσπαθείας διά την ανάπτυξιν των. ΣΕΙΣΜΙΚΗ ΔΟΝΗΣΙΣ ΕΙΣ ΤΟ ΒΕΑΤΙΟΝ ΟΥΑΣΙΓΚΤΩΝ, 17 (Ασ. Πρές).— Ο πρόεδρος Τζόνσον εδήλωσεν ότι το πρόγραμμα της εξωτερικής βοηθείας θα συνεχισθή και κατά το προσεχές οικονομικόν έτος, διότι αποτελεί σοβαράν επένδυσιν διά την ασφάλειαν και την ευημερίαν των Ηνωμένων Πολιτειών. Ο πρόεδρος υπεγράμμισεν ότι η βοήθεια θα κατευθύνεται κυρίως προς τας χώρας αι οποίαι καταβάλλουν προσπαθείας διά την ανάπτυξιν των. ΚΗΔΕΙΑΙ Χθες συνήλθεν εις το υπουργείον σύσκεψις υπό την προεδρίαν του αρμοδίου υπουργού, κατά την οποίαν εξητάσθησαν τα ζητήματα τα οποία απασχολούν το προσωπικόν και ελήφθησαν αποφάσεις διά την άρσιν των αδικιών αι οποίαι διεπράχθησαν κατά το παρελθόν. Ως ανεκοινώθη, αι σχετικαί αποφάσεις θα εφαρμοσθούν εντός των προσεχών ημερών, αφού προηγουμένως ληφθή η γνώμη των ενδιαφερομένων οργανώσεων και των αρμοδίων υπηρεσιών.: [388, 8, 542, 2402]
- headline-weather: ΣΠΟΡΑΔΙΚΑΙ ΒΡΟΧΑΙ ΥΨΗΛΗ ΘΕΡΜΟΚΡΑΣΙΑ ΠΡΟΒΛΕΠΟΝΤΑΙ ΣΗΜΕΡΟΝ: [392, 574, 538, 611]
- headline-smith-wilson: Ο κ. ΣΜΙΘ ΔΕΧΕΤΑΙ ΝΑ ΣΥΝΑΝΤΗΘΗ ΜΕ ΤΟΝ κ. ΟΥΙΛΣΩΝ ΠΡΟΣ ΕΞΕΤΑΣΙΝ ΤΟΥ ΘΕΜΑΤΟΣ ΤΗΣ ΡΟΔΕΣΙΑΣ ΑΛΛΑ ΥΠΟ ΩΡΙΣΜΕΝΟΥΣ ΟΡΟΥΣ ΚΑΙ ΩΣ ΙΣΟΣ ΠΡΟΣ ΙΣΟΝ: [565, 1398, 1085, 1442]
- headline-arxigos-ges: Ο ΑΡΧΗΓΟΣ ΓΕΣ ΘΑ ΕΠΙΘΕΩΡΗΣΗ ΜΟΝΑΔΑΣ ΤΟΥ Γ.Σ.Σ.: [399, 408, 531, 445]
- lottery-line: 9150 9208 9819 12344: [214, 2465, 325, 2476]
- headline-stefanopoulos: ΣΥΣΚΕΨΙΣ ΥΠΟ ΤΗΝ ΠΡΟΕΔΡΙΑΝ ΤΟΥ κ. ΣΤΕΦΑΝΟΠΟΥΛΟΥ ΔΙΑ ΤΟ ΘΕΜΑ ΤΗΣ ΑΠΟΚΑΤΑΣΤΑΣΕΩΣ ΣΕΙΣΜΟΠΛΗΚΤΩΝ: [10, 1237, 373, 1264]
- headline-earthquake: ΣΕΙΣΜΙΚΗ ΔΟΝΗΣΙΣ ΕΙΣ ΤΟ ΒΕΑΤΙΟΝ: [395, 2090, 535, 2114]
- lottery-line: 665 3447 4171 6584: [214, 2454, 314, 2465]
- headline-dei: ΣΥΝΕΚΡΟΤΗΘΗ ΕΙΣ ΑΘΗΝΑΣ ΜΑΚΡΑ ΣΥΣΚΕΨΙΣ ΔΙΑ ΤΑ ΖΗΤΗΜΑΤΑ ΤΟΥ ΠΡΟΣΩΠΙΚΟΥ ΤΗΣ ΔΕΗ: [9, 889, 374, 919]
- lottery-line: 14380 14964 15237 16162: [214, 2476, 341, 2487]
- lottery-line: 63202 64591 64833 66096: [214, 2422, 341, 2432]
- lottery-line: 16007 17310 20645 24737: [214, 2378, 341, 2389]
- lottery-line: 31279 32765 33115 36503 38459: [214, 2389, 374, 2400]
- column-rule: [381, 7, 382, 2182]
- headline-foreign-news: ΜΙΚΡΑΙ ΕΞΩΤΕΡΙΚΑΙ ΕΙΔΗΣΕΙΣ: [1133, 1351, 1427, 1375]
- headline-reichstag: Η ΥΠΟΘΕΣΙΣ ΤΟΥ ΕΜΠΡΗΣΜΟΥ ΤΟΥ ΡΑΙΧΣΤΑΓΚ ΕΠΑΝΕΡΧΕΤΑΙ ΠΑΛΙΝ ΕΙΣ ΤΗΝ ΕΠΙΚΑΙΡΟΤΗΤΑ: [44, 2167, 339, 2195]
- headline-bulgaria: Η ΒΟΥΛΓΑΡΙΑ ΒΡΑΒΕΥΕΙ ΤΗΝ ΑΠΟΔΟΣΙΝ ΤΩΝ ΣΧΟΛΕΙΩΝ ΤΗΣ: [399, 1426, 531, 1462]
